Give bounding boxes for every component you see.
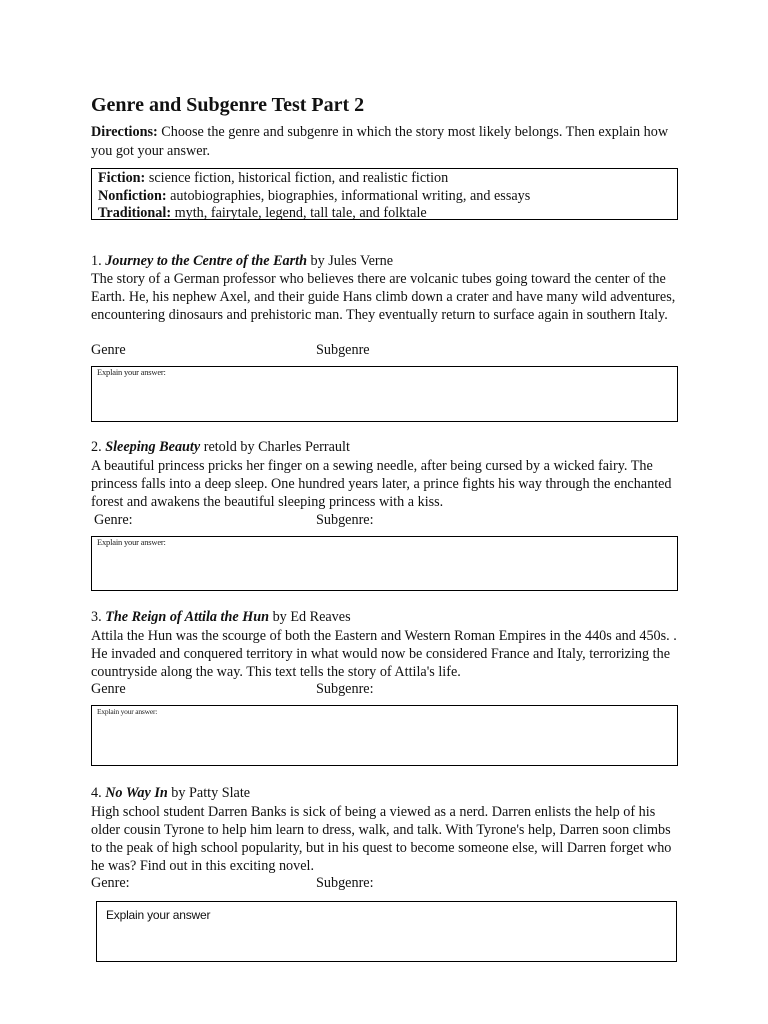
story-author: by Jules Verne xyxy=(307,253,394,269)
genre-label: Traditional: xyxy=(98,205,172,221)
genre-text: science fiction, historical fiction, and realistic fiction xyxy=(145,170,449,186)
question-1-heading xyxy=(91,253,393,270)
genre-reference-box xyxy=(91,168,678,220)
directions-label: Directions: xyxy=(91,124,158,140)
page-title: Genre and Subgenre Test Part 2 xyxy=(91,94,365,116)
question-2-heading xyxy=(91,439,350,456)
genre-text: myth, fairytale, legend, tall tale, and folktale xyxy=(171,205,427,221)
question-number: 4. xyxy=(91,785,106,801)
question-1-summary: The story of a German professor who believes there are volcanic tubes going toward the center of the Earth. He, his nephew Axel, and their guide Hans climb down a crater and have many wild adventures, encountering dinosaurs and prehistoric man. They eventually return to surface again in southern Italy. xyxy=(91,271,676,323)
subgenre-field-label: Subgenre: xyxy=(316,875,374,891)
story-author: by Patty Slate xyxy=(167,785,251,801)
question-4-summary: High school student Darren Banks is sick of being a viewed as a nerd. Darren enlists the help of his older cousin Tyrone to help him learn to dress, walk, and talk. With Tyrone's help, Darren soon climbs to the peak of high school popularity, but in his quest to become someone else, will Darren forget who he was? Find out in this exciting novel. xyxy=(91,804,672,874)
answer-box-2[interactable] xyxy=(91,536,678,591)
directions-text: Choose the genre and subgenre in which the story most likely belongs. Then explain how you got your answer. xyxy=(91,124,669,159)
story-title: Journey to the Centre of the Earth xyxy=(105,253,307,269)
question-3-summary: Attila the Hun was the scourge of both the Eastern and Western Roman Empires in the 440s and 450s. . He invaded and conquered territory in what would now be considered France and Italy, terrorizing the countryside along the way. This text tells the story of Attila's life. xyxy=(91,628,677,680)
subgenre-field-label: Subgenre: xyxy=(316,681,374,697)
genre-label: Fiction: xyxy=(98,170,146,186)
explain-label: Explain your answer xyxy=(106,908,211,922)
genre-field-label: Genre xyxy=(91,342,126,358)
question-2-summary: A beautiful princess pricks her finger on a sewing needle, after being cursed by a wicked fairy. The princess falls into a deep sleep. One hundred years later, a prince fights his way through the enchanted forest and awakens the beautiful sleeping princess with a kiss. xyxy=(91,458,672,510)
question-number: 1. xyxy=(91,253,106,269)
explain-label: Explain your answer: xyxy=(97,707,158,716)
story-title: No Way In xyxy=(105,785,168,801)
explain-label: Explain your answer: xyxy=(97,537,166,547)
question-number: 3. xyxy=(91,609,106,625)
genre-label: Nonfiction: xyxy=(98,187,167,204)
explain-label: Explain your answer: xyxy=(97,367,166,377)
story-author: retold by Charles Perrault xyxy=(200,439,350,455)
genre-field-label: Genre xyxy=(91,681,126,697)
genre-line-fiction xyxy=(98,170,677,188)
answer-box-1[interactable] xyxy=(91,366,678,422)
subgenre-field-label: Subgenre xyxy=(316,342,370,358)
answer-box-3[interactable] xyxy=(91,705,678,766)
subgenre-field-label: Subgenre: xyxy=(316,512,374,528)
genre-line-traditional xyxy=(98,205,677,223)
question-number: 2. xyxy=(91,439,106,455)
story-title: Sleeping Beauty xyxy=(105,439,201,455)
genre-field-label: Genre: xyxy=(94,512,133,528)
genre-text: autobiographies, biographies, informational writing, and essays xyxy=(166,187,531,204)
answer-box-4[interactable] xyxy=(96,901,677,962)
directions xyxy=(91,123,681,161)
genre-line-nonfiction xyxy=(98,188,677,206)
story-author: by Ed Reaves xyxy=(269,609,351,625)
story-title: The Reign of Attila the Hun xyxy=(105,609,270,625)
genre-field-label: Genre: xyxy=(91,875,130,891)
question-4-heading xyxy=(91,785,250,802)
question-3-heading xyxy=(91,609,351,626)
